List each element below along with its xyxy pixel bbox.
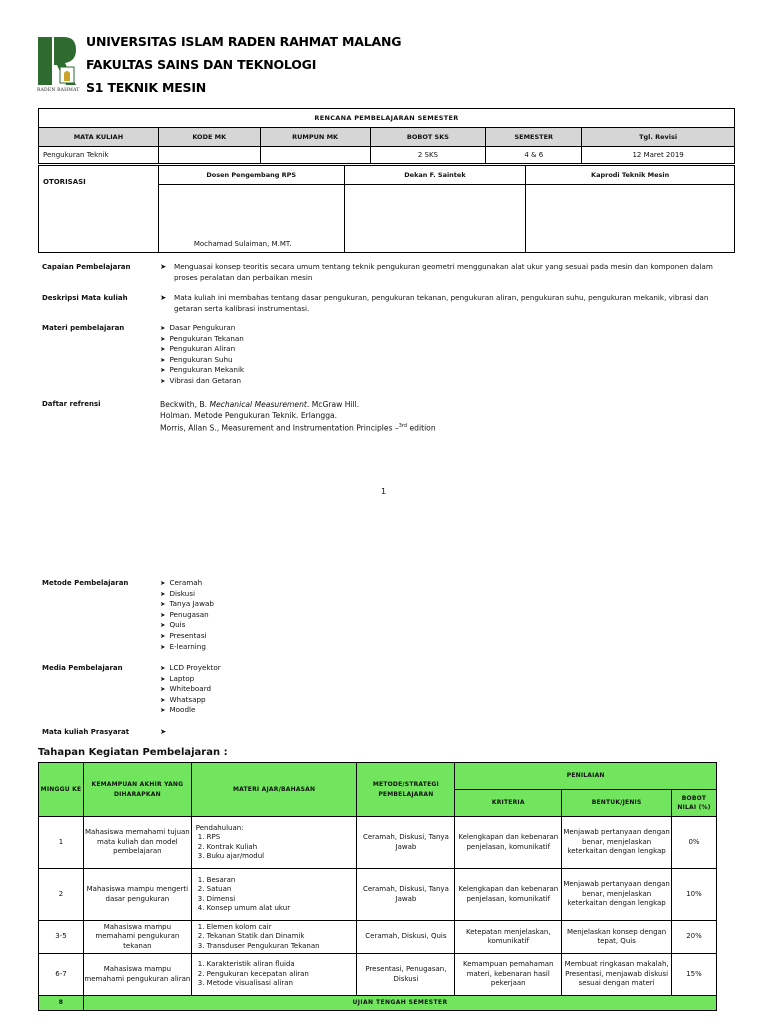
header-materi: MATERI AJAR/BAHASAN [191, 763, 357, 817]
table-row [39, 954, 717, 996]
table-row [39, 817, 717, 869]
cell-bentuk: Menjawab pertanyaan dengan benar, menjelaskan keterkaitan dengan lengkap [562, 869, 672, 921]
header-bobot: BOBOT NILAI (%) [672, 790, 717, 817]
arrow-icon: ➤ [160, 293, 167, 302]
list-item: ➤ Presentasi [160, 631, 214, 642]
value-tgl-revisi: 12 Maret 2019 [582, 147, 735, 164]
list-item: ➤ Quis [160, 620, 214, 631]
cell-kriteria: Kemampuan pemahaman materi, kebenaran hasil pekerjaan [455, 954, 562, 996]
list-item: ➤ Pengukuran Suhu [160, 355, 244, 366]
header-tgl-revisi: Tgl. Revisi [582, 128, 735, 147]
rps-table [38, 108, 735, 164]
ref-morris: Morris, Allan S., Measurement and Instrumentation Principles –$^{3rd}$ edition [160, 423, 436, 433]
list-item: ➤ Moodle [160, 705, 221, 716]
list-item: ➤ Whatsapp [160, 695, 221, 706]
list-item: ➤ Vibrasi dan Getaran [160, 376, 244, 387]
cell-materi: 1. Elemen kolom cair 2. Tekanan Statik dan Dinamik 3. Transduser Pengukuran Tekanan [191, 921, 357, 954]
header-bentuk: BENTUK/JENIS [562, 790, 672, 817]
materi-label: Materi pembelajaran [42, 324, 125, 332]
header-mata-kuliah: MATA KULIAH [39, 128, 159, 147]
cell-kriteria: Ketepatan menjelaskan, komunikatif [455, 921, 562, 954]
metode-label: Metode Pembelajaran [42, 579, 129, 587]
cell-bobot: 15% [672, 954, 717, 996]
page-number: 1 [381, 487, 387, 496]
capaian-label: Capaian Pembelajaran [42, 263, 131, 271]
cell-kemampuan: Mahasiswa memahami tujuan mata kuliah dan model pembelajaran [83, 817, 191, 869]
value-semester: 4 & 6 [486, 147, 582, 164]
program-name: S1 TEKNIK MESIN [86, 80, 207, 95]
header-penilaian: PENILAIAN [455, 763, 717, 790]
list-item: ➤ E-learning [160, 642, 214, 653]
activities-title: Tahapan Kegiatan Pembelajaran : [38, 747, 228, 758]
value-bobot-sks: 2 SKS [370, 147, 486, 164]
header-semester: SEMESTER [486, 128, 582, 147]
cell-minggu: 1 [39, 817, 84, 869]
university-name: UNIVERSITAS ISLAM RADEN RAHMAT MALANG [86, 34, 402, 49]
table-row [39, 921, 717, 954]
table-row [39, 869, 717, 921]
rps-title: RENCANA PEMBELAJARAN SEMESTER [39, 109, 735, 128]
deskripsi-text: Mata kuliah ini membahas tentang dasar pengukuran, pengukuran tekanan, pengukuran aliran, pengukuran suhu, pengukuran mekanik, vibrasi dan getaran serta kalibrasi instrumentasi. [174, 293, 709, 313]
header-rumpun-mk: RUMPUN MK [260, 128, 370, 147]
list-item: ➤ Pengukuran Mekanik [160, 365, 244, 376]
header-kemampuan: KEMAMPUAN AKHIR YANG DIHARAPKAN [83, 763, 191, 817]
cell-kemampuan: Mahasiswa mampu memahami pengukuran aliran [83, 954, 191, 996]
list-item: ➤ Laptop [160, 674, 221, 685]
arrow-icon: ➤ [160, 262, 167, 271]
table-row-uts [39, 996, 717, 1011]
activities-table [38, 762, 717, 1011]
deskripsi-label: Deskripsi Mata kuliah [42, 294, 128, 302]
cell-metode: Ceramah, Diskusi, Quis [357, 921, 455, 954]
cell-minggu: 8 [39, 996, 84, 1011]
logo-caption: RADEN RAHMAT [37, 88, 80, 93]
materi-list [160, 323, 244, 387]
cell-minggu: 6-7 [39, 954, 84, 996]
auth-dekan-signature [344, 185, 526, 253]
list-item: ➤ Tanya Jawab [160, 599, 214, 610]
list-item: ➤ Whiteboard [160, 684, 221, 695]
auth-header-kaprodi: Kaprodi Teknik Mesin [526, 166, 735, 185]
media-list [160, 663, 221, 716]
capaian-text: Menguasai konsep teoritis secara umum tentang teknik pengukuran geometri menggunakan alat ukur yang sesuai pada mesin dan komponen dalam proses peralatan dan perbaikan mesin [174, 262, 713, 282]
auth-header-dekan: Dekan F. Saintek [344, 166, 526, 185]
uts-label: UJIAN TENGAH SEMESTER [83, 996, 716, 1011]
cell-bobot: 0% [672, 817, 717, 869]
ref-beckwith: Beckwith, B. Mechanical Measurement. McGraw Hill. [160, 400, 360, 409]
metode-list [160, 578, 214, 652]
cell-materi: 1. Besaran 2. Satuan 3. Dimensi 4. Konsep umum alat ukur [191, 869, 357, 921]
cell-bentuk: Menjelaskan konsep dengan tepat, Quis [562, 921, 672, 954]
list-item: ➤ Diskusi [160, 589, 214, 600]
value-rumpun-mk [260, 147, 370, 164]
cell-metode: Presentasi, Penugasan, Diskusi [357, 954, 455, 996]
arrow-icon: ➤ [160, 727, 167, 736]
cell-bentuk: Menjawab pertanyaan dengan benar, menjelaskan keterkaitan dengan lengkap [562, 817, 672, 869]
cell-minggu: 2 [39, 869, 84, 921]
list-item: ➤ Ceramah [160, 578, 214, 589]
cell-materi: Pendahuluan: 1. RPS 2. Kontrak Kuliah 3. Buku ajar/modul [191, 817, 357, 869]
prasyarat-label: Mata kuliah Prasyarat [42, 728, 130, 736]
cell-minggu: 3-5 [39, 921, 84, 954]
header-kriteria: KRITERIA [455, 790, 562, 817]
cell-bentuk: Membuat ringkasan makalah, Presentasi, menjawab diskusi sesuai dengan materi [562, 954, 672, 996]
list-item: ➤ Dasar Pengukuran [160, 323, 244, 334]
auth-dosen-name: Mochamad Sulaiman, M.MT. [158, 185, 344, 253]
list-item: ➤ Penugasan [160, 610, 214, 621]
value-kode-mk [158, 147, 260, 164]
authorization-table [38, 165, 735, 253]
cell-bobot: 20% [672, 921, 717, 954]
cell-materi: 1. Karakteristik aliran fluida 2. Pengukuran kecepatan aliran 3. Metode visualisasi aliran [191, 954, 357, 996]
value-mata-kuliah: Pengukuran Teknik [39, 147, 159, 164]
cell-metode: Ceramah, Diskusi, Tanya Jawab [357, 817, 455, 869]
otorisasi-label: OTORISASI [39, 166, 159, 253]
cell-metode: Ceramah, Diskusi, Tanya Jawab [357, 869, 455, 921]
media-label: Media Pembelajaran [42, 664, 123, 672]
list-item: ➤ Pengukuran Tekanan [160, 334, 244, 345]
header-bobot-sks: BOBOT SKS [370, 128, 486, 147]
header-minggu: MINGGU KE [39, 763, 84, 817]
cell-kriteria: Kelengkapan dan kebenaran penjelasan, komunikatif [455, 817, 562, 869]
cell-kemampuan: Mahasiswa mampu memahami pengukuran tekanan [83, 921, 191, 954]
referensi-list [160, 400, 436, 434]
cell-bobot: 10% [672, 869, 717, 921]
list-item: ➤ LCD Proyektor [160, 663, 221, 674]
cell-kemampuan: Mahasiswa mampu mengerti dasar pengukuran [83, 869, 191, 921]
auth-kaprodi-signature [526, 185, 735, 253]
referensi-label: Daftar refrensi [42, 400, 101, 408]
list-item: ➤ Pengukuran Aliran [160, 344, 244, 355]
header-kode-mk: KODE MK [158, 128, 260, 147]
faculty-name: FAKULTAS SAINS DAN TEKNOLOGI [86, 57, 317, 72]
header-metode: METODE/STRATEGI PEMBELAJARAN [357, 763, 455, 817]
ref-holman: Holman. Metode Pengukuran Teknik. Erlangga. [160, 410, 338, 420]
auth-header-dosen: Dosen Pengembang RPS [158, 166, 344, 185]
cell-kriteria: Kelengkapan dan kebenaran penjelasan, komunikatif [455, 869, 562, 921]
